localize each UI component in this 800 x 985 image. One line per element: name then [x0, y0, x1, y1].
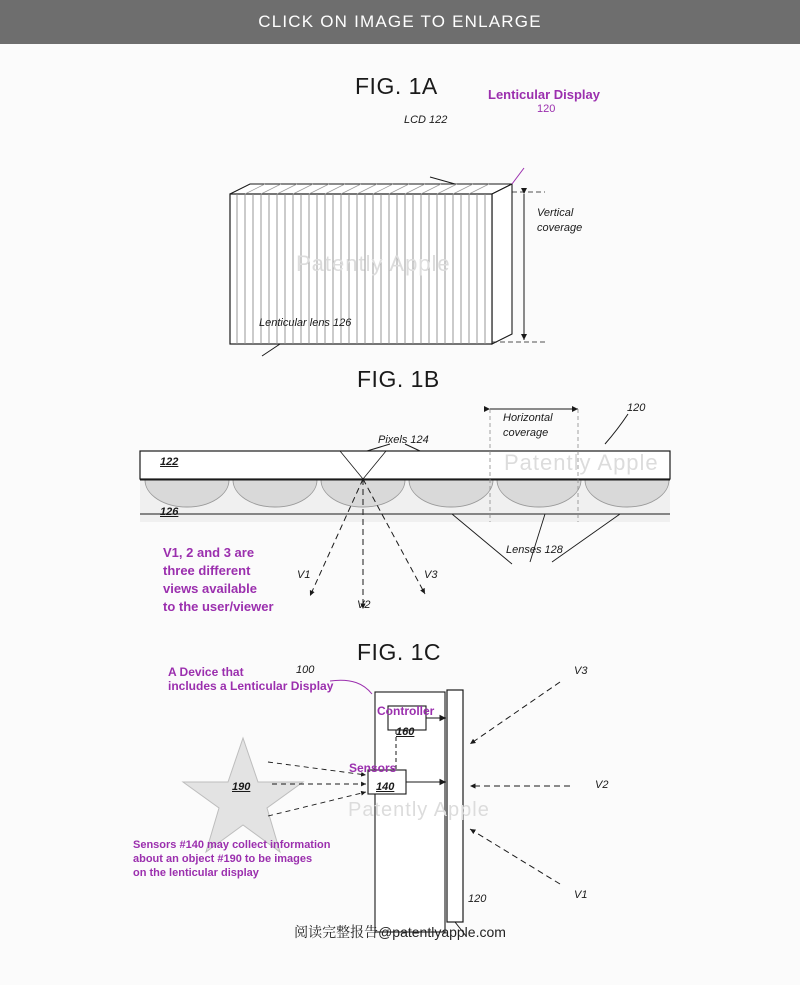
fig1b-note-line2: three different [163, 563, 251, 578]
fig1c-v1: V1 [574, 889, 588, 901]
fig1b-ref-122: 122 [160, 456, 179, 468]
fig1c-v2: V2 [595, 779, 609, 791]
fig1c-ref-120: 120 [468, 893, 487, 905]
source-footer: 阅读完整报告@patentlyapple.com [294, 924, 506, 940]
fig1a-lenticular-lens-label: Lenticular lens 126 [259, 317, 352, 329]
fig1c-device-note-line1: A Device that [168, 665, 244, 679]
fig1a-lenticular-display-label: Lenticular Display [488, 87, 600, 102]
fig1b-note-line3: views available [163, 581, 257, 596]
fig1c-controller-label: Controller [377, 704, 435, 718]
fig1b-ref-126: 126 [160, 506, 179, 518]
fig1b-horizontal-line1: Horizontal [503, 412, 553, 424]
enlarge-banner[interactable] [0, 0, 800, 44]
fig1c-sensor-note-line3: on the lenticular display [133, 867, 259, 879]
fig1b-ref-120: 120 [627, 402, 646, 414]
fig1b-lenses-label: Lenses 128 [506, 544, 563, 556]
fig-1c-drawing [0, 44, 800, 985]
fig1c-ref-100: 100 [296, 664, 315, 676]
fig1b-v3: V3 [424, 569, 438, 581]
fig-1b-title: FIG. 1B [357, 366, 440, 392]
fig1a-vertical-coverage-line2: coverage [537, 222, 583, 234]
fig1c-watermark: Patently Apple [348, 799, 490, 821]
patent-figure-sheet [0, 44, 800, 985]
fig1c-ref-190: 190 [232, 781, 251, 793]
fig1b-watermark: Patently Apple [504, 450, 659, 475]
fig1c-device-note-line2: includes a Lenticular Display [168, 679, 334, 693]
fig1b-horizontal-line2: coverage [503, 427, 549, 439]
fig-1a-title: FIG. 1A [355, 73, 438, 99]
fig1b-v1: V1 [297, 569, 311, 581]
fig1b-v2: V2 [357, 599, 371, 611]
fig1a-lcd-label: LCD 122 [404, 114, 448, 126]
fig1a-vertical-coverage-line1: Vertical [537, 207, 574, 219]
fig-1c-title: FIG. 1C [357, 639, 442, 665]
fig1c-sensor-note-line2: about an object #190 to be images [133, 853, 313, 865]
fig1a-watermark: Patently Apple [296, 251, 451, 276]
fig1b-note-line4: to the user/viewer [163, 599, 274, 614]
fig1c-ref-160: 160 [396, 726, 415, 738]
fig1c-ref-140: 140 [376, 781, 395, 793]
fig1c-sensor-note-line1: Sensors #140 may collect information [133, 839, 331, 851]
fig1c-v3: V3 [574, 665, 588, 677]
fig1b-pixels-label: Pixels 124 [378, 434, 429, 446]
banner-label: CLICK ON IMAGE TO ENLARGE [258, 12, 542, 31]
fig1c-sensors-label: Sensors [349, 761, 397, 775]
fig1b-note-line1: V1, 2 and 3 are [163, 545, 255, 560]
fig1a-ref-120: 120 [537, 103, 556, 115]
